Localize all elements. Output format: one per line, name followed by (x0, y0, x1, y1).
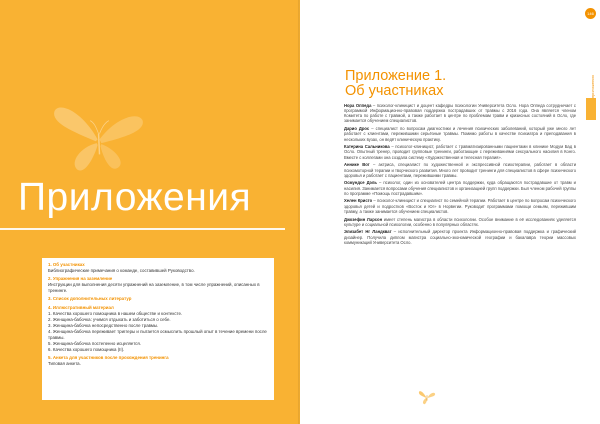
toc-section-heading: 5. Анкета для участников после прохождения тренинга (48, 355, 169, 361)
bio-text: – психолог, один из основателей центра поддержки, куда обращаются пострадавшие от травм и насилия. Занимается вопросами обучения специалистов и организацией групп поддержки. Был членом рабочей группы по программе «Помощь пострадавшим». (344, 180, 577, 196)
toc-item: 4. Женщина-бабочка переживает триггеры и пытается осмыслить прошлый опыт в течение времени после травмы. (48, 328, 267, 341)
section-title: Приложения (18, 176, 252, 219)
toc-item: Типовая анкета. (48, 361, 81, 367)
toc-section-heading: 4. Иллюстративный материал (48, 304, 114, 310)
bio-paragraph (344, 103, 576, 124)
bio-name: Дарио Дрос (344, 126, 370, 132)
toc-item: Инструкции для выполнения десяти упражнений на заземление, в том числе упражнений, описанных в тренинге. (48, 282, 260, 294)
page-number: 146 (585, 8, 596, 19)
contents-box (42, 258, 274, 400)
appendix-body (344, 103, 576, 248)
toc-item: 1. Качества хорошего помощника в нашем обществе и контексте. (48, 310, 183, 316)
bio-name: Катерина Сальникова (344, 144, 390, 150)
appendix-title (345, 69, 446, 99)
bio-name: Элизабет Нг Ландкват (344, 229, 392, 235)
bio-paragraph (344, 180, 576, 195)
bio-text: – специалист по вопросам диагностики и лечения психических заболеваний, который уже много лет работает с клиентами, пережившими серьёзные травмы. Помимо работы в качестве психиатра и преподавания в нескольких вузах, он ведёт клиническую практику. (344, 126, 576, 142)
side-section-label: приложения (590, 75, 595, 98)
toc-section-heading: 3. Список дополнительных литератур (48, 296, 132, 302)
appendix-title-line2: Об участниках (345, 83, 444, 99)
toc-item: 3. Женщина-бабочка непосредственно после травмы. (48, 322, 159, 328)
title-divider (0, 228, 285, 230)
toc-section-heading: 2. Упражнения на заземление (48, 276, 113, 282)
bio-text: – исполнительный директор проекта Информационно-правовая поддержка и графический дизайнер. Получила диплом магистра социально-экономической географии и бакалавра теории массовых коммуникаций Университета Осло. (344, 229, 576, 245)
bio-paragraph (344, 162, 576, 177)
bio-paragraph (344, 229, 576, 244)
toc-item: 5. Женщина-бабочка постепенно исцеляется. (48, 341, 141, 347)
bio-name: Осмундсе Дэль (344, 180, 377, 186)
bio-paragraph (344, 198, 576, 213)
bio-paragraph (344, 126, 576, 141)
bio-paragraph (344, 217, 576, 227)
appendix-title-line1: Приложение 1. (345, 68, 447, 84)
toc-item: Библиографические примечания о команде, составившей Руководство. (48, 268, 195, 274)
bio-name: Джозефин Ларсон (344, 216, 383, 222)
bio-text: имеет степень магистра в области психологии. Особое внимание в её исследованиях уделяется культуре и социальной психологии, особенно в популярных областях. (344, 216, 576, 227)
bio-name: Хелен Кристо (344, 198, 373, 204)
bio-text: – актриса, специалист по художественной и экспрессивной психотерапии, работает в области психомоторной терапии и творческого развития. Много лет проводит тренинги для специалистов в сфере психического здоровья и работает с пациентами, пережившими травмы. (344, 162, 577, 178)
bio-name: Нора Оппеда (344, 103, 372, 108)
bio-paragraph (344, 144, 576, 159)
butterfly-icon (52, 100, 147, 175)
toc-section-heading: 1. Об участниках (48, 262, 85, 267)
bio-name: Аннике Вот (344, 162, 370, 168)
bio-text: – психолог-клиницист и доцент кафедры психологии Университета Осло. Нора Оппеда сотрудничает с программой Информационно-правовая поддержка пострадавших от травмы с 2016 года. Она является членом Комитета по работе с травмой, а также работает в центре по проблемам травм и кризисных состояний в Осло, где занимается обучением специалистов. (344, 103, 576, 124)
small-butterfly-icon (418, 388, 436, 406)
toc-item: 2. Женщина-бабочка: учимся отдыхать и заботиться о себе. (48, 316, 171, 322)
side-tab (586, 98, 596, 120)
bio-text: – психолог-клиницист, работает с травматизированными пациентами в клинике Модум Бад в Осло. Опытный тренер, проводит групповые тренинги, работающие с переживаниями сексуального насилия в Конго. Вместе с коллегами она создала систему «Художественная и телесная терапия». (344, 144, 577, 160)
toc-item: 6. Качества хорошего помощника (II). (48, 347, 125, 353)
bio-text: – психолог-клиницист и специалист по семейной терапии. Работает в центре по вопросам психического здоровья детей и подростков «Восток и Юг» в Норвегии. Руководит программами помощи семьям, пережившим травму, а также занимается обучением специалистов. (344, 198, 576, 214)
